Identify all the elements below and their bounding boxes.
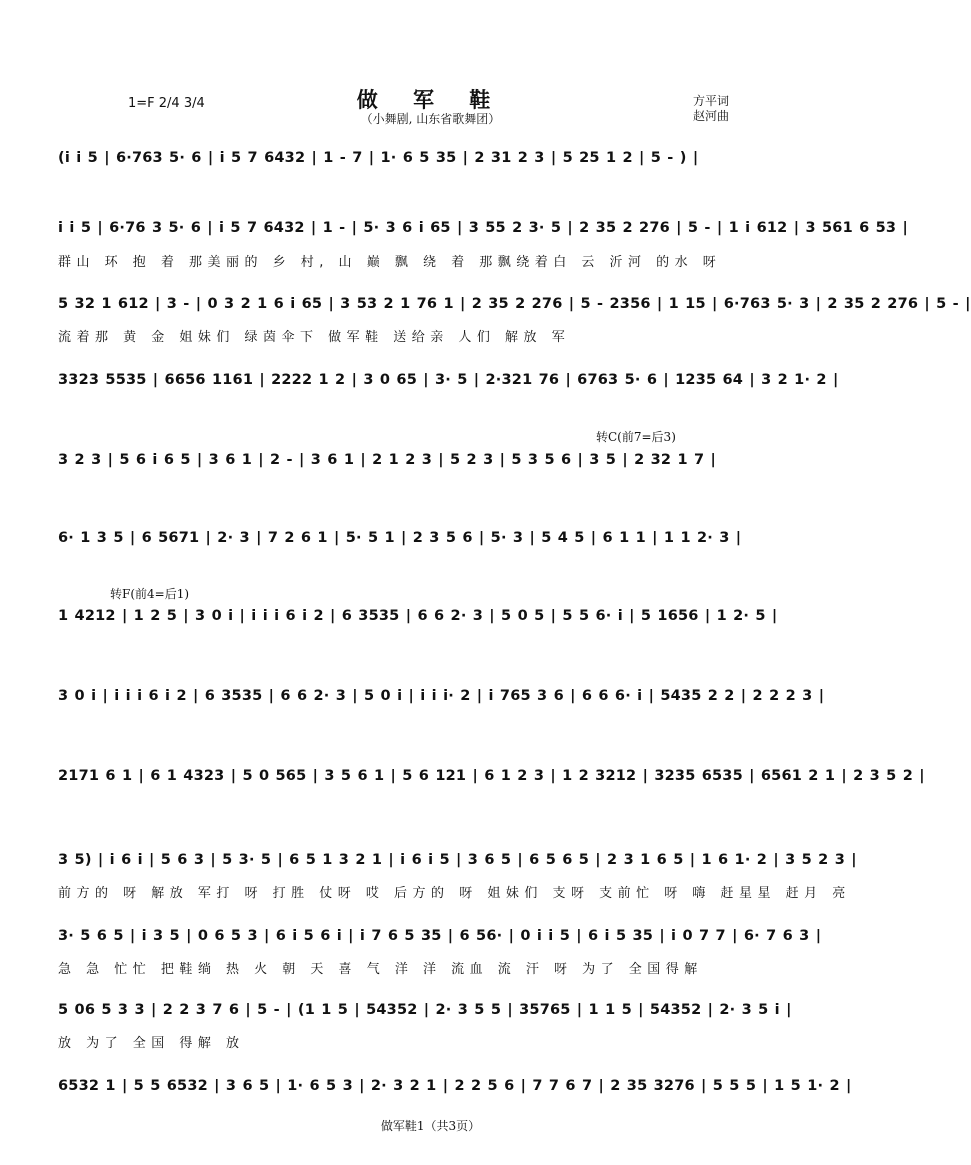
composer: 赵河曲 [693, 109, 730, 123]
lyric-row-11: 急 急 忙忙 把鞋绱 热 火 朝 天 喜 气 洋 洋 流血 流 汗 呀 为了 全国得解 [58, 962, 703, 977]
staff-row-1: (i i 5 | 6·763 5· 6 | i 5 7 6432 | 1 - 7 | 1· 6 5 35 | 2 31 2 3 | 5 25 1 2 | 5 - ) | [58, 150, 699, 166]
lyricist: 方平词 [693, 94, 730, 108]
modulation-c-note: 转C(前7=后3) [596, 430, 676, 444]
song-subtitle: （小舞剧, 山东省歌舞团） [360, 112, 501, 126]
staff-row-8: 3 0 i | i i i 6 i 2 | 6 3535 | 6 6 2· 3 | 5 0 i | i i i· 2 | i 765 3 6 | 6 6 6· i | 5435 2 2 | 2 2 2 3 | [58, 688, 825, 704]
staff-row-11: 3· 5 6 5 | i 3 5 | 0 6 5 3 | 6 i 5 6 i | i 7 6 5 35 | 6 56· | 0 i i 5 | 6 i 5 35 | i 0 7 7 | 6· 7 6 3 | [58, 928, 822, 944]
lyric-row-3: 流着那 黄 金 姐妹们 绿茵伞下 做军鞋 送给亲 人们 解放 军 [58, 330, 571, 345]
staff-row-5: 3 2 3 | 5 6 i 6 5 | 3 6 1 | 2 - | 3 6 1 | 2 1 2 3 | 5 2 3 | 5 3 5 6 | 3 5 | 2 32 1 7 | [58, 452, 717, 468]
staff-row-13: 6532 1 | 5 5 6532 | 3 6 5 | 1· 6 5 3 | 2· 3 2 1 | 2 2 5 6 | 7 7 6 7 | 2 35 3276 | 5 5 5 | 1 5 1· 2 | [58, 1078, 852, 1094]
lyric-row-2: 群山 环 抱 着 那美丽的 乡 村, 山 巅 飘 绕 着 那飘绕着白 云 沂河 的水 呀 [58, 255, 722, 270]
lyric-row-12: 放 为了 全国 得解 放 [58, 1036, 245, 1051]
key-signature: 1=F 2/4 3/4 [128, 96, 205, 111]
page-footer: 做军鞋1（共3页） [380, 1119, 481, 1133]
song-title: 做 军 鞋 [356, 87, 505, 112]
lyric-row-10: 前方的 呀 解放 军打 呀 打胜 仗呀 哎 后方的 呀 姐妹们 支呀 支前忙 呀 嗨 赶星星 赶月 亮 [58, 886, 851, 901]
staff-row-2: i i 5 | 6·76 3 5· 6 | i 5 7 6432 | 1 - | 5· 3 6 i 65 | 3 55 2 3· 5 | 2 35 2 276 | 5 - | 1 i 612 | 3 561 6 53 | [58, 220, 908, 236]
staff-row-4: 3323 5535 | 6656 1161 | 2222 1 2 | 3 0 65 | 3· 5 | 2·321 76 | 6763 5· 6 | 1235 64 | 3 2 1· 2 | [58, 372, 839, 388]
modulation-f-note: 转F(前4=后1) [110, 587, 190, 601]
staff-row-7: 1 4212 | 1 2 5 | 3 0 i | i i i 6 i 2 | 6 3535 | 6 6 2· 3 | 5 0 5 | 5 5 6· i | 5 1656 | 1 2· 5 | [58, 608, 778, 624]
credits [693, 94, 729, 124]
staff-row-9: 2171 6 1 | 6 1 4323 | 5 0 565 | 3 5 6 1 | 5 6 121 | 6 1 2 3 | 1 2 3212 | 3235 6535 | 6561 2 1 | 2 3 5 2 | [58, 768, 925, 784]
staff-row-6: 6· 1 3 5 | 6 5671 | 2· 3 | 7 2 6 1 | 5· 5 1 | 2 3 5 6 | 5· 3 | 5 4 5 | 6 1 1 | 1 1 2· 3 | [58, 530, 742, 546]
staff-row-3: 5 32 1 612 | 3 - | 0 3 2 1 6 i 65 | 3 53 2 1 76 1 | 2 35 2 276 | 5 - 2356 | 1 15 | 6·763 5· 3 | 2 35 2 276 | 5 - | [58, 296, 971, 312]
staff-row-12: 5 06 5 3 3 | 2 2 3 7 6 | 5 - | (1 1 5 | 54352 | 2· 3 5 5 | 35765 | 1 1 5 | 54352 | 2· 3 5 i | [58, 1002, 792, 1018]
staff-row-10: 3 5) | i 6 i | 5 6 3 | 5 3· 5 | 6 5 1 3 2 1 | i 6 i 5 | 3 6 5 | 6 5 6 5 | 2 3 1 6 5 | 1 6 1· 2 | 3 5 2 3 | [58, 852, 857, 868]
